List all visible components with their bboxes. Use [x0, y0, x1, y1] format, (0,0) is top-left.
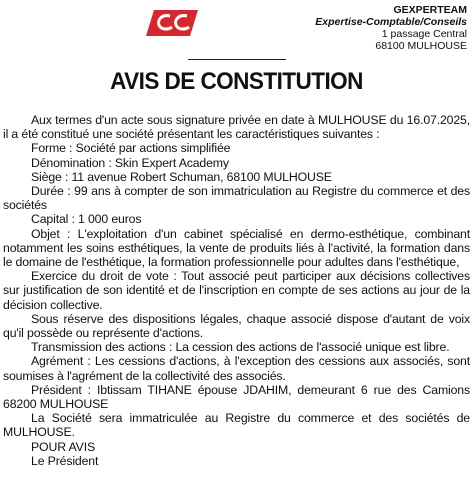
- header: [140, 4, 470, 56]
- paragraph-droit-de-vote: Exercice du droit de vote : Tout associé peut participer aux décisions collectives sur justification de son identité et de l'inscription en compte de ses actions au jour de la décision collective.: [3, 269, 470, 312]
- paragraph-duree: Durée : 99 ans à compter de son immatriculation au Registre du commerce et des sociétés: [3, 184, 470, 213]
- paragraph-objet: Objet : L'exploitation d'un cabinet spécialisé en dermo-esthétique, combinant notamment les soins esthétiques, la vente de produits liés à l'activité, la formation dans le domaine de l'esthétique, la formation professionnelle pour adultes dans l'esthétique,: [3, 226, 470, 270]
- paragraph-capital: Capital : 1 000 euros: [31, 212, 142, 227]
- paragraph-agrement: Agrément : Les cessions d'actions, à l'exception des cessions aux associés, sont soumises à l'agrément de la collectivité des associés.: [3, 354, 470, 383]
- paragraph-pour-avis: POUR AVIS: [31, 439, 96, 454]
- cabinet-address-line1: 1 passage Central: [381, 28, 467, 40]
- title-divider: [188, 59, 286, 60]
- paragraph-transmission: Transmission des actions : La cession des actions de l'associé unique est libre.: [31, 340, 450, 355]
- logo-shape: [146, 10, 198, 36]
- paragraph-forme: Forme : Société par actions simplifiée: [31, 141, 231, 156]
- cabinet-info: [315, 4, 467, 52]
- paragraph-signature: Le Président: [31, 453, 99, 468]
- paragraph-voix: Sous réserve des dispositions légales, chaque associé dispose d'autant de voix qu'il possède ou représente d'actions.: [3, 311, 470, 341]
- notice-body: [3, 113, 470, 468]
- paragraph-immatriculation: La Société sera immatriculée au Registre du commerce et des sociétés de MULHOUSE.: [3, 411, 470, 440]
- cabinet-tagline: Expertise-Comptable/Conseils: [315, 16, 467, 28]
- paragraph-siege: Siège : 11 avenue Robert Schuman, 68100 MULHOUSE: [31, 169, 332, 184]
- paragraph-denomination: Dénomination : Skin Expert Academy: [31, 155, 229, 170]
- cabinet-name: GEXPERTEAM: [393, 4, 467, 16]
- cabinet-address-line2: 68100 MULHOUSE: [375, 40, 467, 52]
- gexperteam-logo-icon: [140, 6, 200, 42]
- paragraph-president: Président : Ibtissam TIHANE épouse JDAHIM, demeurant 6 rue des Camions 68200 MULHOUSE: [3, 382, 470, 412]
- paragraph-intro: Aux termes d'un acte sous signature privée en date à MULHOUSE du 16.07.2025, il a été constitué une société présentant les caractéristiques suivantes :: [3, 113, 470, 142]
- notice-title: AVIS DE CONSTITUTION: [110, 68, 363, 95]
